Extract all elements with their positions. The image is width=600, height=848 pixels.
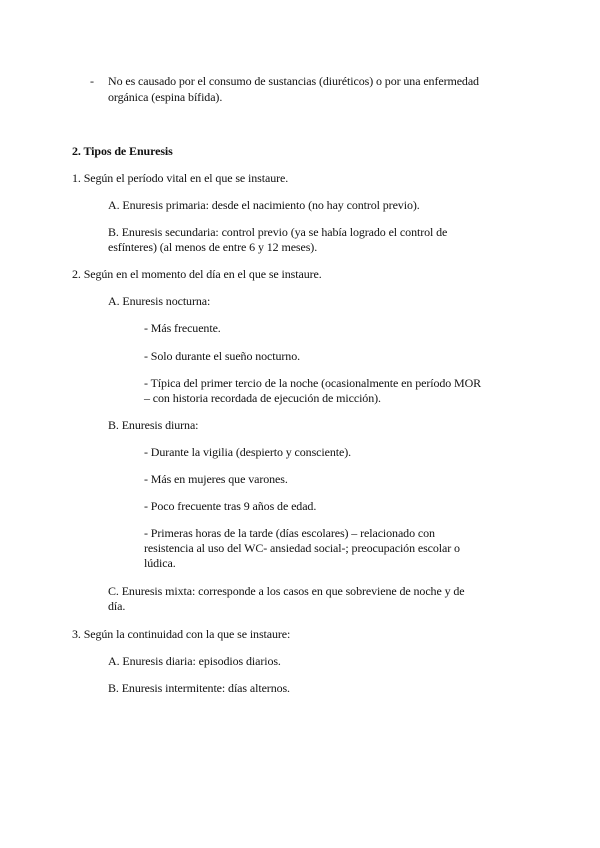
bullet-dash: - — [90, 74, 94, 88]
list-item: B. Enuresis secundaria: control previo (ya se había logrado el control de — [108, 225, 448, 239]
sub-item: - Más en mujeres que varones. — [144, 472, 288, 486]
list-item: B. Enuresis diurna: — [108, 418, 199, 432]
group-title: 1. Según el período vital en el que se instaure. — [72, 171, 289, 185]
list-item: A. Enuresis nocturna: — [108, 294, 211, 308]
sub-item: - Primeras horas de la tarde (días escolares) – relacionado con — [144, 526, 435, 540]
list-item: A. Enuresis primaria: desde el nacimiento (no hay control previo). — [108, 198, 420, 212]
list-item: esfínteres) (al menos de entre 6 y 12 meses). — [108, 240, 318, 254]
group-title: 3. Según la continuidad con la que se instaure: — [72, 627, 291, 641]
list-item: A. Enuresis diaria: episodios diarios. — [108, 654, 281, 668]
sub-item: - Solo durante el sueño nocturno. — [144, 349, 300, 363]
intro-bullet-line: No es causado por el consumo de sustancias (diuréticos) o por una enfermedad — [108, 74, 479, 88]
intro-bullet-line: orgánica (espina bífida). — [108, 90, 223, 104]
group-title: 2. Según en el momento del día en el que se instaure. — [72, 267, 322, 281]
sub-item: – con historia recordada de ejecución de micción). — [144, 391, 381, 405]
sub-item: resistencia al uso del WC- ansiedad social-; preocupación escolar o — [144, 541, 460, 555]
list-item: día. — [108, 599, 126, 613]
sub-item: - Durante la vigilia (despierto y consciente). — [144, 445, 351, 459]
sub-item: - Poco frecuente tras 9 años de edad. — [144, 499, 317, 513]
sub-item: lúdica. — [144, 556, 176, 570]
sub-item: - Más frecuente. — [144, 321, 221, 335]
sub-item: - Típica del primer tercio de la noche (ocasionalmente en período MOR — [144, 376, 482, 390]
list-item: C. Enuresis mixta: corresponde a los casos en que sobreviene de noche y de — [108, 584, 465, 598]
section-heading: 2. Tipos de Enuresis — [72, 144, 173, 158]
list-item: B. Enuresis intermitente: días alternos. — [108, 681, 290, 695]
